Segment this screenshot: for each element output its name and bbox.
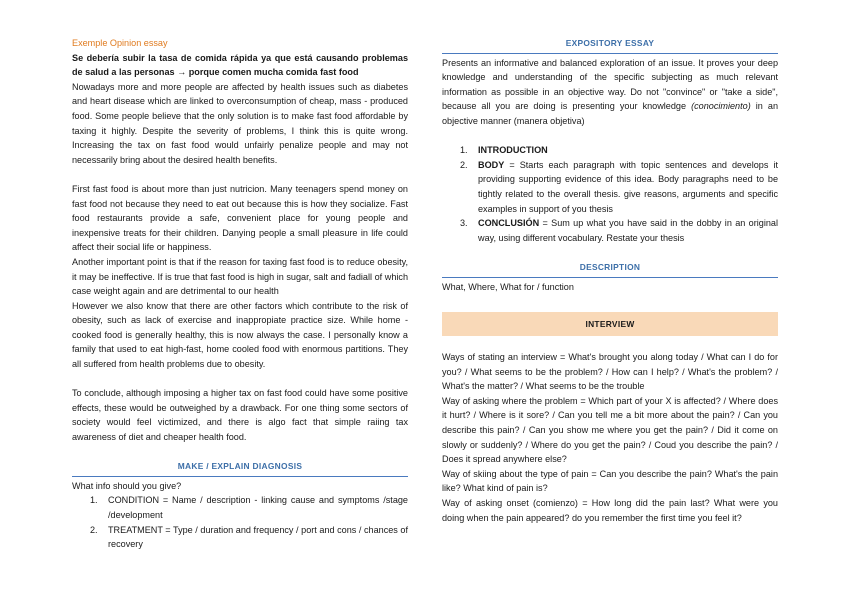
description-text: What, Where, What for / function (442, 281, 574, 292)
interview-paragraph-2: Way of asking where the problem = Which part of your X is affected? / Where does it hurt? / Where is it sore? / Can you tell me a bit more about the pain? / Can you describe this pain? / Can you show me where you get the pain? / Did it come on slowly or suddenly? / Where do you get the pain? / Coud you describe the pain? / Does it spread anywhere else? (442, 395, 778, 465)
make-diagnosis-list (72, 493, 408, 551)
list-item: 1. CONDITION = Name / description - linking cause and symptoms /stage /development (90, 495, 408, 520)
list-item: 2. TREATMENT = Type / duration and frequency / port and cons / chances of recovery (90, 524, 408, 550)
left-column (72, 36, 408, 552)
essay-prompt: Se debería subir la tasa de comida rápida ya que está causando problemas de salud a las personas → porque comen mucha comida fast food (72, 52, 408, 78)
interview-heading: INTERVIEW (442, 312, 778, 336)
list-item: 2. BODY = Starts each paragraph with topic sentences and develops it providing supporting evidence of this idea. Body paragraphs need to be tightly related to the overall thesis. give reasons, arguments and specific examples in support of you thesis (460, 159, 778, 214)
make-diagnosis-heading: MAKE / EXPLAIN DIAGNOSIS (177, 461, 303, 472)
make-diagnosis-question: What info should you give? (72, 480, 182, 491)
essay-title: Exemple Opinion essay (72, 38, 168, 48)
essay-paragraph-3: Another important point is that if the reason for taxing fast food is to reduce obesity, it may be ineffective. If is true that fast food is high in sugar, salt and fadiall of which case weight again and are detrimental to our health (72, 256, 408, 297)
interview-paragraph-1: Ways of stating an interview = What's brought you along today / What can I do for you? / What seems to be the problem? / How can I help? / What's the problem? / What's the matter? / What seems to be the trouble (442, 352, 778, 392)
expository-intro: Presents an informative and balanced exploration of an issue. It proves your deep knowledge and understanding of the specific subjecting as much relevant information as possible in an objective way. Do not "convince" or "take a side", because all you are doing is presenting your knowledge (conocimiento) in an objective manner (manera objetiva) (442, 57, 779, 126)
essay-paragraph-2: First fast food is about more than just nutricion. Many teenagers spend money on fast food not because they need to eat out because this is how they socialize. Fast food restaurants provide a safe, convenient place for young people and inexpensive treats for their children. Danying people a small pleasure in life could affect their social life or happiness. (72, 183, 408, 253)
list-item: 1. INTRODUCTION (460, 145, 548, 156)
essay-paragraph-4: However we also know that there are other factors which contribute to the risk of obesity, such as lack of exercise and inappropiate practice size. While home - cooked food is generally healthy, this is now always the case. I personally know a family that used to eat high-fast, home cooled food with enormous partitions. They all suffered from health problems due to obesity. (72, 300, 408, 370)
make-diagnosis-rule (72, 476, 408, 477)
expository-heading: EXPOSITORY ESSAY (565, 38, 655, 48)
right-column (442, 36, 778, 525)
list-item: 3. CONCLUSIÓN = Sum up what you have said in the dobby in an original way, using different vocabulary. Restate your thesis (460, 218, 778, 243)
essay-paragraph-1: Nowadays more and more people are affected by health issues such as diabetes and heart disease which are linked to overconsumption of cheap, mass - produced food. Some people believe that the only solution is to make fast food affordable by taxing it highly. Despite the severity of problems, I think this is quite wrong. Increasing the tax on fast food would unfairly penalize people and may not necessarily bring about the desired health benefits. (72, 81, 408, 165)
expository-list (442, 143, 778, 245)
expository-rule (442, 53, 778, 54)
description-rule (442, 277, 778, 278)
description-heading: DESCRIPTION (579, 261, 641, 272)
interview-paragraph-4: Way of asking onset (comienzo) = How long did the pain last? What were you doing when the pain appeared? do you remember the first time you feel it? (442, 498, 778, 523)
interview-paragraph-3: Way of skiing about the type of pain = Can you describe the pain? What's the pain like? What kind of pain is? (442, 468, 778, 494)
essay-paragraph-5: To conclude, although imposing a higher tax on fast food could have some positive effects, these would be outweighed by a drawback. For one thing some sectors of society would feel victimized, and there is algo fact that simple raiing tax awareness of diet and cheaper health food. (72, 388, 408, 443)
